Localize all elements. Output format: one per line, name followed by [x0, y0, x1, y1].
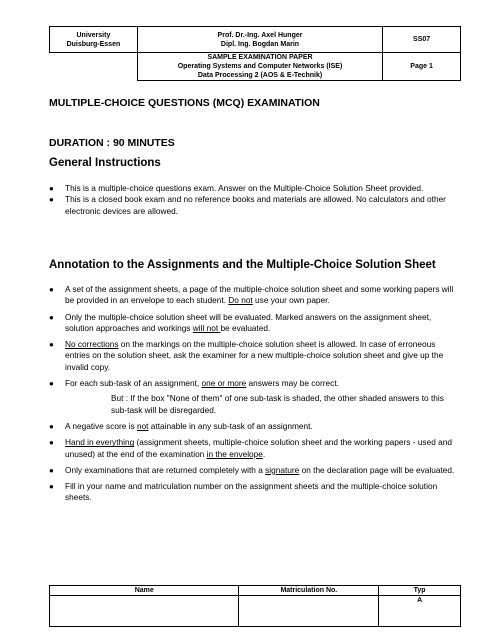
matriculation-field[interactable]: [239, 596, 379, 627]
duration: DURATION : 90 MINUTES: [49, 137, 175, 149]
list-item: ● A set of the assignment sheets, a page of the multiple-choice solution sheet and some working papers will be provided in an envelope to each student. Do not use your own paper.: [49, 284, 454, 306]
but-note: But : If the box "None of them" of one sub-task is shaded, the other shaded answers to this sub-task will be disregarded.: [111, 393, 444, 415]
list-item: ● No corrections on the markings on the multiple-choice solution sheet is allowed. In case of erroneous entries on the solution sheet, ask the examiner for a new multiple-choice solution sheet and give up the invalid copy.: [49, 339, 444, 372]
bullet-icon: ●: [49, 285, 54, 294]
list-item: ● This is a closed book exam and no reference books and materials are allowed. No calculators and other electronic devices are allowed.: [49, 194, 446, 216]
list-item: ● Fill in your name and matriculation number on the assignment sheets and the multiple-choice solution sheets.: [49, 481, 438, 503]
list-item: ● This is a multiple-choice questions exam. Answer on the Multiple-Choice Solution Sheet provided.: [49, 183, 424, 193]
bullet-icon: ●: [49, 340, 54, 350]
list-item: ● A negative score is not attainable in any sub-task of an assignment.: [49, 420, 313, 431]
typ-value: A: [379, 596, 461, 627]
bullet-icon: ●: [49, 379, 54, 389]
name-header: Name: [50, 586, 239, 596]
bullet-icon: ●: [49, 184, 54, 193]
annotation-list: [49, 284, 459, 504]
bullet-icon: ●: [49, 421, 54, 431]
general-instructions-list: [49, 183, 459, 217]
university-cell: University Duisburg-Essen: [50, 27, 138, 53]
professors-cell: Prof. Dr.-Ing. Axel Hunger Dipl. Ing. Bogdan Marin: [137, 27, 382, 53]
bullet-icon: ●: [49, 482, 54, 492]
general-instructions-heading: General Instructions: [49, 157, 161, 169]
list-item: ● Hand in everything (assignment sheets, multiple-choice solution sheet and the working papers - used and unused) at the end of the examination in the envelope.: [49, 437, 452, 459]
annotation-heading: Annotation to the Assignments and the Multiple-Choice Solution Sheet: [49, 259, 436, 271]
matriculation-header: Matriculation No.: [239, 586, 379, 596]
bullet-icon: ●: [49, 195, 54, 205]
header-table: [49, 26, 461, 81]
list-item: ● Only the multiple-choice solution sheet will be evaluated. Marked answers on the assignment sheet, solution approaches and workings will not be evaluated.: [49, 311, 432, 333]
list-item: ● For each sub-task of an assignment, one or more answers may be correct. But : If the box "None of them" of one sub-task is shaded, the other shaded answers to this sub-task will be disregarded.: [49, 378, 459, 416]
bullet-icon: ●: [49, 312, 54, 322]
name-field[interactable]: [50, 596, 239, 627]
bullet-icon: ●: [49, 438, 54, 448]
list-item: ● Only examinations that are returned completely with a signature on the declaration page will be evaluated.: [49, 464, 455, 475]
bullet-icon: ●: [49, 465, 54, 475]
page-number: Page 1: [383, 53, 461, 81]
typ-header: Typ: [379, 586, 461, 596]
paper-title-cell: SAMPLE EXAMINATION PAPER Operating Systems and Computer Networks (ISE) Data Processing 2 (AOS & E-Technik): [137, 53, 382, 81]
footer-table: [49, 585, 461, 627]
semester-code: SS07: [383, 27, 461, 53]
exam-title: MULTIPLE-CHOICE QUESTIONS (MCQ) EXAMINATION: [49, 97, 320, 109]
